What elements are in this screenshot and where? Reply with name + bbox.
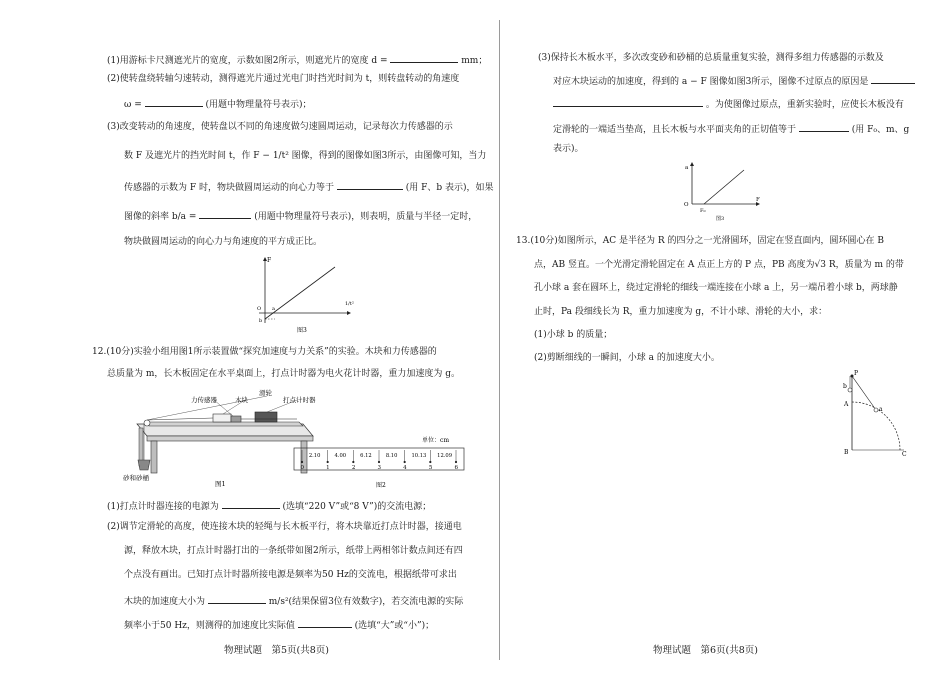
tape-point-label: 5 bbox=[428, 465, 433, 471]
long-board bbox=[145, 422, 303, 426]
figure-a-vs-f bbox=[682, 160, 762, 226]
tape-point-label: 4 bbox=[403, 465, 407, 471]
q12-part3-line2: 对应木块运动的加速度，得到的 a − F 图像如图3所示，图像不过原点的原因是 bbox=[553, 73, 915, 88]
label-ball-b: b bbox=[843, 383, 847, 390]
tape-segment-label: 2.10 bbox=[308, 453, 321, 459]
q12-line2: 总质量为 m，长木板固定在水平桌面上，打点计时器为电火花计时器，重力加速度为 g。 bbox=[107, 369, 461, 379]
q12-part3-line5: 表示)。 bbox=[553, 144, 584, 154]
tape-point-label: 1 bbox=[326, 465, 330, 471]
tape-dot bbox=[352, 461, 354, 463]
answer-blank-d[interactable] bbox=[390, 52, 458, 63]
wooden-block bbox=[213, 414, 231, 422]
answer-blank-omega[interactable] bbox=[145, 96, 203, 107]
label-ball-a: a bbox=[879, 406, 883, 413]
spark-timer bbox=[255, 412, 277, 422]
x-axis-label: 1/t² bbox=[345, 301, 354, 307]
figure-paper-tape bbox=[292, 434, 472, 490]
q11-part3-line4: 图像的斜率 b/a = (用题中物理量符号表示)，则表明，质量与半径一定时， bbox=[124, 208, 477, 223]
y-axis-label: F bbox=[267, 257, 272, 264]
tape-dot bbox=[455, 461, 457, 463]
a-intercept-label: a bbox=[272, 306, 275, 312]
q12-part3-line1: (3)保持长木板水平，多次改变砂和砂桶的总质量重复实验，测得多组力传感器的示数及 bbox=[538, 53, 884, 63]
q12-part2-line1: (2)调节定滑轮的高度，使连接木块的轻绳与长木板平行，将木块靠近打点计时器，接通电 bbox=[107, 522, 462, 532]
f0-label: F₀ bbox=[700, 208, 706, 214]
tape-dot bbox=[429, 461, 431, 463]
q11-part3-line5: 物块做圆周运动的向心力与角速度的平方成正比。 bbox=[124, 237, 323, 247]
q11-part3-line2: 数 F 及遮光片的挡光时间 t，作 F − 1/t² 图像，得到的图像如图3所示，由图像可知，当力 bbox=[124, 151, 487, 161]
string bbox=[147, 418, 213, 420]
y-axis-arrow bbox=[690, 162, 694, 166]
label-block: 木块 bbox=[235, 396, 248, 404]
q13-line3: 孔小球 a 套在圆环上，绕过定滑轮的细线一端连接在小球 a 上，另一端吊着小球 b，两球静 bbox=[534, 283, 898, 293]
b-intercept-label: b bbox=[259, 318, 263, 324]
q12-part1: (1)打点计时器连接的电源为 (选填“220 V”或“8 V”)的交流电源； bbox=[107, 498, 431, 513]
tape-segment-label: 12.09 bbox=[437, 453, 453, 459]
figure-caption: 图3 bbox=[297, 327, 307, 334]
label-bucket: 砂和砂桶 bbox=[123, 474, 149, 482]
answer-blank-tangent[interactable] bbox=[799, 121, 849, 132]
table-leg bbox=[151, 441, 157, 473]
tape-point-label: 6 bbox=[454, 465, 458, 471]
answer-blank-force[interactable] bbox=[337, 179, 403, 190]
answer-blank-reason-b[interactable] bbox=[553, 96, 703, 107]
origin-label: O bbox=[684, 202, 689, 208]
pulley bbox=[144, 420, 150, 426]
label-a-point: A bbox=[844, 401, 849, 408]
q11-part3-line3: 传感器的示数为 F 时，物块做圆周运动的向心力等于 (用 F、b 表示)，如果 bbox=[124, 179, 493, 194]
answer-blank-power[interactable] bbox=[222, 498, 280, 509]
q12-part2-line3: 个点没有画出。已知打点计时器所接电源是频率为50 Hz的交流电，根据纸带可求出 bbox=[124, 570, 457, 580]
page-footer-left: 物理试题 第5页(共8页) bbox=[224, 645, 330, 656]
label-timer: 打点计时器 bbox=[283, 396, 316, 404]
figure-f-vs-inverse-t2 bbox=[247, 253, 357, 335]
force-sensor bbox=[231, 416, 241, 422]
label-b-point: B bbox=[844, 449, 849, 456]
q12-part2-line5: 频率小于50 Hz，则测得的加速度比实际值 (选填“大”或“小”)； bbox=[124, 617, 434, 632]
ball-b bbox=[848, 388, 852, 392]
tape-point-label: 2 bbox=[351, 465, 356, 471]
tape-segment-label: 8.10 bbox=[385, 453, 398, 459]
x-axis-arrow bbox=[347, 311, 351, 315]
figure-quarter-ring bbox=[842, 368, 912, 458]
tape-segment-label: 4.00 bbox=[334, 453, 347, 459]
table-edge bbox=[147, 436, 313, 441]
label-pulley: 滑轮 bbox=[259, 389, 272, 397]
ball-a bbox=[874, 408, 878, 412]
sand-bucket bbox=[138, 460, 150, 470]
q11-part3-line1: (3)改变转动的角速度，使转盘以不同的角速度做匀速圆周运动，记录每次力传感器的示 bbox=[107, 122, 453, 132]
tape-dot bbox=[404, 461, 406, 463]
tape-dot bbox=[301, 461, 303, 463]
q12-line1: 12.(10分)实验小组用图1所示装置做“探究加速度与力关系”的实验。木块和力传感器的 bbox=[92, 347, 437, 357]
page-footer-right: 物理试题 第6页(共8页) bbox=[653, 645, 759, 656]
q12-part3-line3: 。为使图像过原点，重新实验时，应使长木板没有 bbox=[553, 96, 904, 111]
answer-blank-acceleration[interactable] bbox=[208, 593, 266, 604]
tape-dot bbox=[327, 461, 329, 463]
graph-line bbox=[265, 267, 335, 319]
q11-part1: (1)用游标卡尺测遮光片的宽度，示数如图2所示，则遮光片的宽度 d = mm； bbox=[107, 52, 487, 67]
q11-part2-line1: (2)使转盘绕转轴匀速转动，测得遮光片通过光电门时挡光时间为 t，则转盘转动的角速度 bbox=[107, 74, 460, 84]
q12-part2-line2: 源，释放木块，打点计时器打出的一条纸带如图2所示，纸带上两相邻计数点间还有四 bbox=[124, 546, 463, 556]
label-p: P bbox=[854, 370, 859, 377]
tape-point-label: 3 bbox=[377, 465, 381, 471]
q12-part2-line4: 木块的加速度大小为 m/s²(结果保留3位有效数字)，若交流电源的实际 bbox=[124, 593, 463, 608]
q13-line2: 点，AB 竖直。一个光滑定滑轮固定在 A 点正上方的 P 点，PB 高度为√3 R，质量为 m 的带 bbox=[534, 260, 904, 270]
y-axis-label: a bbox=[685, 165, 689, 171]
q13-line4: 止时，Pa 段细线长为 R，重力加速度为 g，不计小球、滑轮的大小，求： bbox=[534, 307, 828, 317]
tape-dot bbox=[378, 461, 380, 463]
figure3-caption: 图3 bbox=[716, 216, 725, 222]
tape-unit: 单位：cm bbox=[422, 437, 450, 444]
q12-part3-line4: 定滑轮的一端适当垫高，且长木板与水平面夹角的正切值等于 (用 F₀、m、g bbox=[553, 121, 909, 136]
label-force-sensor: 力传感器 bbox=[191, 396, 217, 404]
answer-blank-reason-a[interactable] bbox=[871, 73, 915, 84]
tape-point-label: 0 bbox=[300, 465, 304, 471]
q13-line1: 13.(10分)如图所示，AC 是半径为 R 的四分之一光滑圆环，固定在竖直面内，圆环圆心在 B bbox=[516, 236, 885, 246]
column-divider bbox=[499, 20, 500, 660]
q11-part2-line2: ω = (用题中物理量符号表示)； bbox=[124, 96, 312, 111]
answer-blank-bigger-smaller[interactable] bbox=[298, 617, 352, 628]
figure1-caption: 图1 bbox=[215, 480, 226, 488]
tape-segment-label: 10.13 bbox=[411, 453, 427, 459]
x-axis-label: F bbox=[756, 197, 760, 203]
figure2-caption: 图2 bbox=[376, 482, 386, 489]
graph-line bbox=[704, 170, 744, 204]
origin-label: O bbox=[257, 306, 262, 312]
answer-blank-slope[interactable] bbox=[199, 208, 251, 219]
label-c-point: C bbox=[902, 451, 907, 458]
tape-segment-label: 6.12 bbox=[360, 453, 372, 459]
q13-part2: (2)剪断细线的一瞬间，小球 a 的加速度大小。 bbox=[534, 353, 720, 363]
string-pa bbox=[852, 376, 876, 410]
q13-part1: (1)小球 b 的质量； bbox=[534, 330, 613, 340]
